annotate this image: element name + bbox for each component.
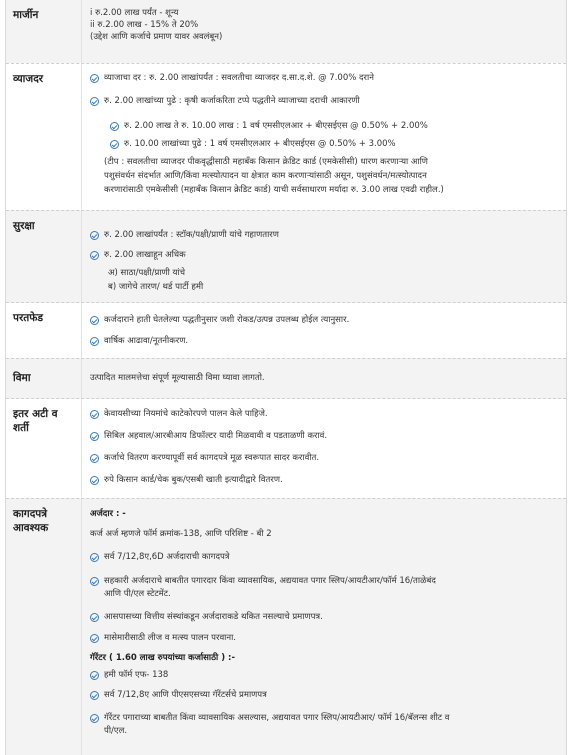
- check-icon: [110, 140, 119, 149]
- security-item: रु. 2.00 लाखाहून अधिक: [104, 250, 186, 260]
- applicant-item: मासेमारीसाठी लीज व मत्स्य पालन परवाना.: [104, 633, 236, 643]
- applicant-item: सर्व 7/12,8ए,6D अर्जदाराची कागदपत्रे: [104, 552, 230, 562]
- interest-subitem: रु. 10.00 लाखांच्या पुढे : 1 वर्ष एमसीएलआर + बीएसईएस @ 0.50% + 3.00%: [124, 139, 396, 149]
- row-margin: [6, 0, 566, 63]
- loan-details-table: [5, 0, 567, 755]
- check-icon: [90, 454, 99, 463]
- label-line: कागदपत्रे: [13, 508, 48, 520]
- guarantor-item-continued: पी/एल.: [104, 726, 128, 736]
- row-label-other-terms: [13, 407, 71, 435]
- margin-line: (उद्देश आणि कर्जाचे प्रमाण यावर अवलंबून): [90, 32, 223, 42]
- check-icon: [90, 634, 99, 643]
- row-other-terms: [6, 398, 566, 499]
- guarantor-heading: गॅरेंटर ( 1.60 लाख रुपयांच्या कर्जासाठी ) :-: [90, 653, 235, 663]
- row-content-security: [81, 211, 566, 303]
- row-content-documents: [81, 499, 566, 755]
- check-icon: [110, 122, 119, 131]
- row-content-other-terms: [81, 399, 566, 499]
- row-label-interest: व्याजदर: [13, 73, 44, 85]
- check-icon: [90, 432, 99, 441]
- row-label-repayment: परतफेड: [13, 312, 43, 324]
- other-item: केवायसीच्या नियमांचे काटेकोरपणे पालन केले पाहिजे.: [104, 409, 268, 419]
- row-label-margin: मार्जीन: [13, 9, 39, 21]
- interest-subitem: रु. 2.00 लाख ते रु. 10.00 लाख : 1 वर्ष एमसीएलआर + बीएसईएस @ 0.50% + 2.00%: [124, 121, 428, 131]
- row-content-insurance: [81, 359, 566, 399]
- applicant-item: आसपासच्या वित्तीय संस्थांकडून अर्जदाराकडे थकित नसल्याचे प्रमाणपत्र.: [104, 612, 323, 622]
- applicant-item-continued: आणि पी/एल स्टेटमेंट.: [104, 589, 171, 599]
- check-icon: [90, 613, 99, 622]
- check-icon: [90, 553, 99, 562]
- label-line: इतर अटी व: [13, 408, 58, 420]
- guarantor-item: हमी फॉर्म एफ- 138: [104, 670, 169, 680]
- row-insurance: [6, 358, 566, 399]
- check-icon: [90, 577, 99, 586]
- row-interest: [6, 63, 566, 211]
- row-label-documents: [13, 507, 71, 535]
- row-content-interest: [81, 64, 566, 211]
- margin-line: i रु.2.00 लाख पर्यंत - शून्य: [90, 8, 179, 18]
- guarantor-item: सर्व 7/12,8ए आणि पीएसएसच्या गॅरेंटर्सचे प्रमाणपत्र: [104, 690, 267, 700]
- check-icon: [90, 410, 99, 419]
- row-documents: [6, 498, 566, 755]
- check-icon: [90, 316, 99, 325]
- row-content-margin: [81, 0, 566, 63]
- interest-item: रु. 2.00 लाखांच्या पुढे : कृषी कर्जाकरिता टप्पे पद्धतीने व्याजाच्या दराची आकारणी: [104, 96, 360, 106]
- other-item: कर्जाचे वितरण करण्यापूर्वी सर्व कागदपत्रे मूळ स्वरूपात सादर करावीत.: [104, 453, 320, 463]
- check-icon: [90, 714, 99, 723]
- applicant-intro: कर्ज अर्ज म्हणजे फॉर्म क्रमांक-138, आणि परिशिष्ट - बी 2: [90, 529, 272, 539]
- interest-note-line: (टीप : सवलतीचा व्याजदर पीकवृद्धीसाठी महाबँक किसान क्रेडिट कार्ड (एमकेसीसी) धारण करणाऱ्या आणि: [104, 157, 428, 167]
- row-security: [6, 210, 566, 303]
- security-subline: ब) जागेचे तारण/ थर्ड पार्टी हमी: [108, 282, 204, 292]
- label-line: आवश्यक: [13, 522, 49, 534]
- repayment-item: कर्जदाराने हाती घेतलेल्या पद्धतीनुसार जशी रोकड/उत्पन्न उपलब्ध होईल त्यानुसार.: [104, 315, 350, 325]
- check-icon: [90, 231, 99, 240]
- security-subline: अ) साठा/पक्षी/प्राणी यांचे: [108, 268, 186, 278]
- check-icon: [90, 691, 99, 700]
- row-content-repayment: [81, 303, 566, 359]
- security-item: रु. 2.00 लाखांपर्यंत : स्टॉक/पक्षी/प्राणी यांचे गहाणतारण: [104, 230, 279, 240]
- row-label-security: सुरक्षा: [13, 220, 35, 232]
- interest-item: व्याजाचा दर : रु. 2.00 लाखांपर्यंत : सवलतीचा व्याजदर द.सा.द.शे. @ 7.00% दराने: [104, 73, 374, 83]
- check-icon: [90, 337, 99, 346]
- guarantor-item: गॅरेंटर पगाराच्या बाबतीत किंवा व्यावसायिक असल्यास, अद्ययावत पगार स्लिप/आयटीआर/ फॉर्म 16/बॅलन्स शीट व: [104, 713, 450, 723]
- label-line: शर्ती: [13, 422, 29, 434]
- row-label-insurance: विमा: [13, 372, 31, 384]
- check-icon: [90, 476, 99, 485]
- check-icon: [90, 671, 99, 680]
- check-icon: [90, 74, 99, 83]
- applicant-heading: अर्जदार : -: [90, 509, 126, 519]
- other-item: सिबिल अहवाल/आरबीआय डिफॉल्टर यादी मिळवावी व पडताळणी करावं.: [104, 431, 328, 441]
- interest-note-line: करणारांसाठी एमकेसीसी (महाबँक किसान क्रेडिट कार्ड) याची सर्वसाधारण मर्यादा रु. 3.00 लाख एवढी राहील.): [104, 185, 444, 195]
- other-item: रुपे किसान कार्ड/चेक बुक/एसबी खाती इत्यादीद्वारे वितरण.: [104, 475, 283, 485]
- applicant-item: सहकारी अर्जदाराचे बाबतीत पगारदार किंवा व्यावसायिक, अद्ययावत पगार स्लिप/आयटीआर/फॉर्म 16/ताळेबंद: [104, 576, 436, 586]
- margin-line: ii रु.2.00 लाख - 15% ते 20%: [90, 20, 199, 30]
- check-icon: [90, 251, 99, 260]
- row-repayment: [6, 302, 566, 359]
- insurance-text: उत्पादित मालमत्तेचा संपूर्ण मूल्यासाठी विमा घ्यावा लागतो.: [90, 373, 265, 383]
- interest-note-line: पशुसंवर्धन संदर्भात आणि/किंवा मत्स्योत्पादन या क्षेत्रात काम करणाऱ्यांसाठी असून, पशुसंवर्धन/मत्स्योत्पादन: [104, 171, 427, 181]
- check-icon: [90, 97, 99, 106]
- repayment-item: वार्षिक आढावा/नूतनीकरण.: [104, 336, 189, 346]
